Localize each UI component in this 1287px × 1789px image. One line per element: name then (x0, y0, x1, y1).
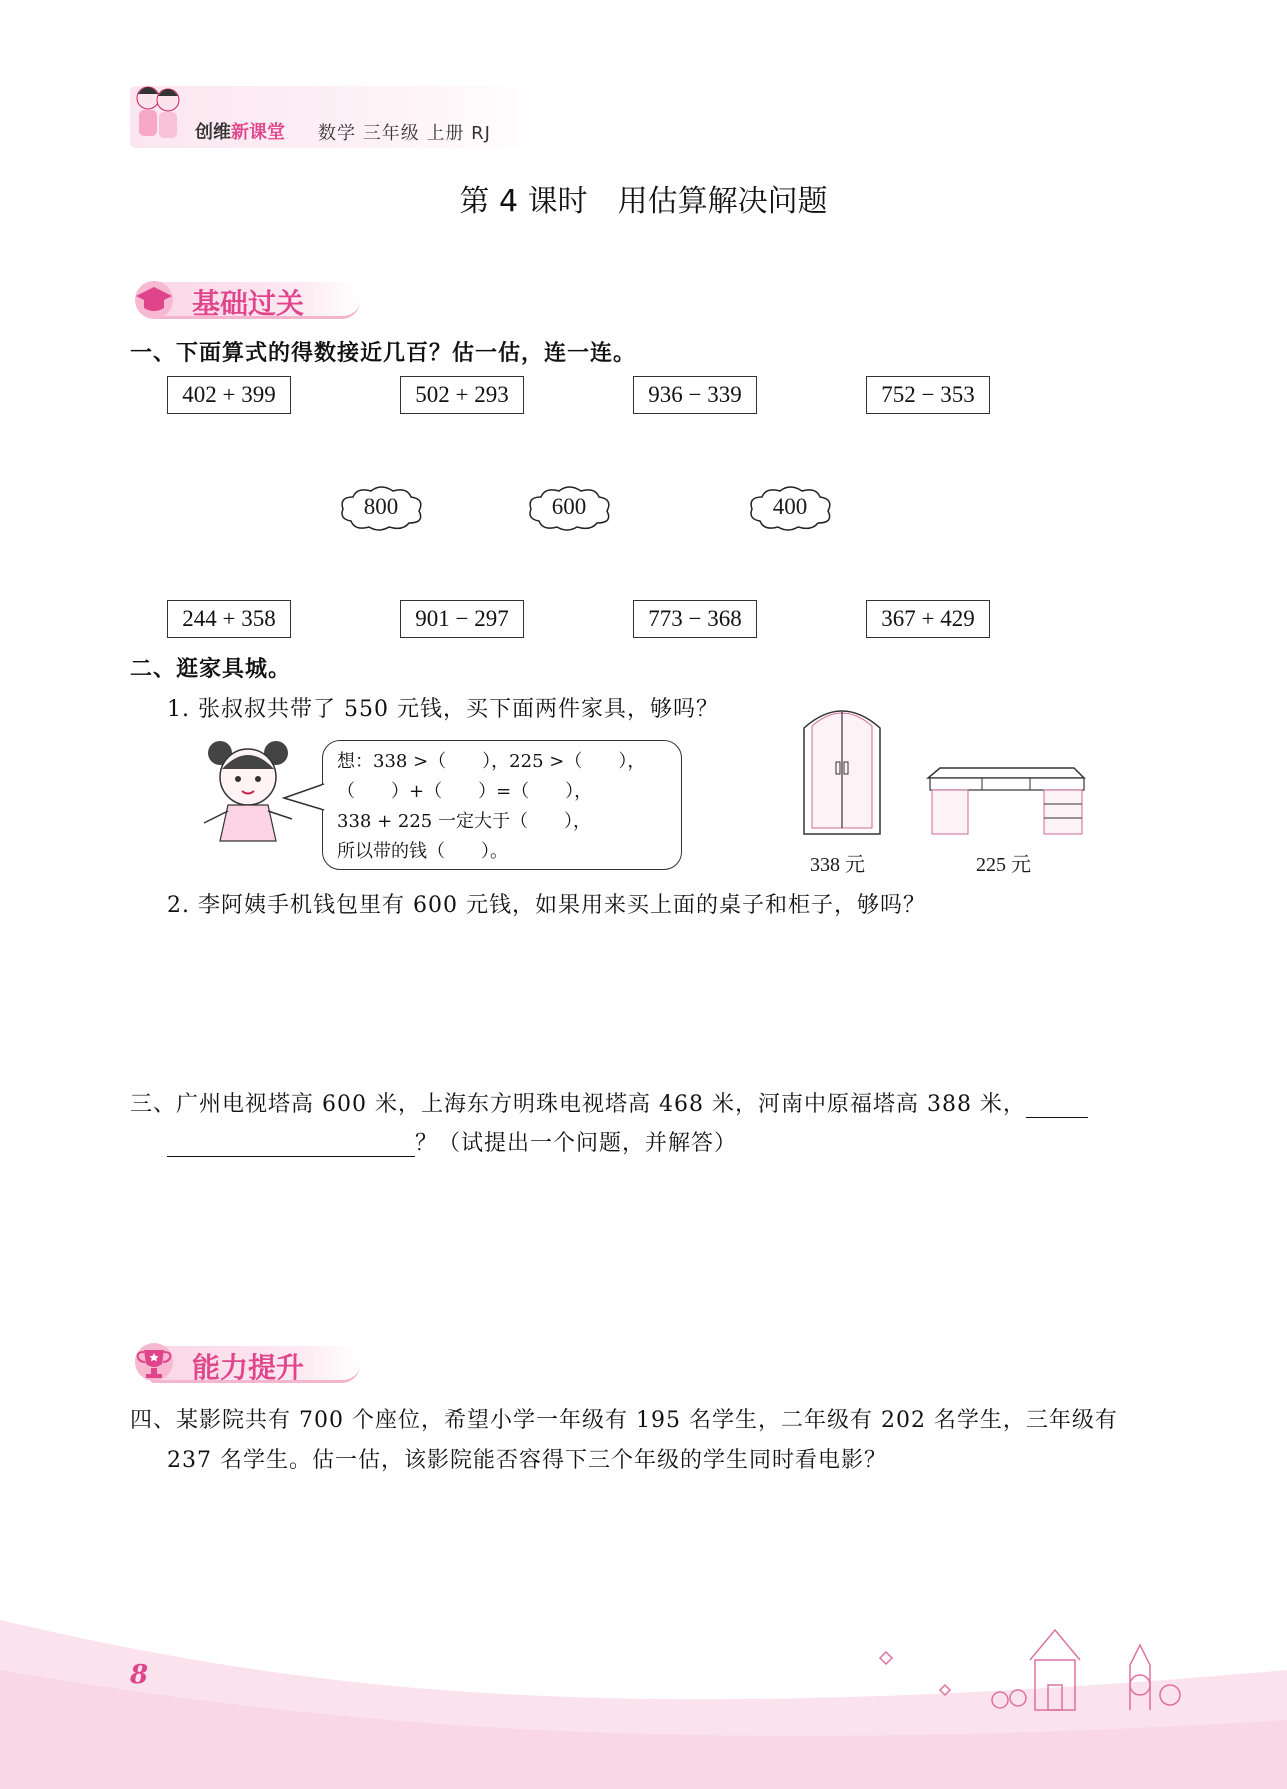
expression-box-2: 502 + 293 (400, 376, 524, 414)
trophy-icon (130, 1340, 178, 1384)
graduation-cap-icon (130, 276, 178, 320)
answer-blank[interactable] (1026, 1095, 1088, 1118)
section-header-advanced (130, 1338, 360, 1384)
footer-decoration (0, 1580, 1287, 1789)
speech-bubble (322, 740, 682, 870)
expression-box-3: 936 − 339 (633, 376, 757, 414)
desk-price: 225 元 (976, 854, 1031, 876)
bubble-line-2: （ ）+（ ）=（ ）， (337, 781, 593, 802)
question-2-stem: 二、逛家具城。 (130, 657, 292, 682)
question-3-text-2: ？（试提出一个问题，并解答） (415, 1131, 738, 1156)
brand-text-2: 新课堂 (231, 122, 285, 143)
expression-box-8: 367 + 429 (866, 600, 990, 638)
bubble-line-4: 所以带的钱（ ）。 (337, 841, 508, 862)
cloud-answer-800 (337, 483, 425, 533)
bubble-line-3: 338 + 225 一定大于（ ）， (337, 811, 591, 832)
question-3-line2 (167, 1126, 737, 1157)
cloud-answer-600 (525, 483, 613, 533)
lesson-title: 第 4 课时 用估算解决问题 (459, 184, 828, 219)
bubble-tail (282, 780, 326, 814)
section-title-advanced: 能力提升 (192, 1351, 305, 1384)
expression-box-1: 402 + 399 (167, 376, 291, 414)
desk-icon (926, 762, 1086, 838)
section-title-basic: 基础过关 (192, 287, 305, 320)
question-1-stem: 一、下面算式的得数接近几百？估一估，连一连。 (130, 341, 637, 366)
expression-box-7: 773 − 368 (633, 600, 757, 638)
cloud-label: 600 (551, 494, 587, 519)
bubble-line-1: 想：338 >（ ），225 >（ ）， (337, 751, 646, 772)
question-2-sub2: 2. 李阿姨手机钱包里有 600 元钱，如果用来买上面的桌子和柜子，够吗？ (167, 893, 926, 918)
expression-box-4: 752 − 353 (866, 376, 990, 414)
brand-logo (195, 118, 285, 144)
cloud-answer-400 (746, 483, 834, 533)
page-number: 8 (130, 1660, 149, 1690)
question-4-line1: 四、某影院共有 700 个座位，希望小学一年级有 195 名学生，二年级有 202 名学生，三年级有 (130, 1408, 1118, 1433)
cartoon-girls-icon (130, 80, 186, 150)
answer-blank[interactable] (167, 1134, 415, 1157)
book-info: 数学 三年级 上册 RJ (318, 123, 491, 144)
cloud-label: 800 (363, 494, 399, 519)
question-2-sub1: 1. 张叔叔共带了 550 元钱，买下面两件家具，够吗？ (167, 697, 719, 722)
expression-box-6: 901 − 297 (400, 600, 524, 638)
question-4-line2: 237 名学生。估一估，该影院能否容得下三个年级的学生同时看电影？ (167, 1448, 887, 1473)
brand-text-1: 创维 (195, 122, 231, 143)
section-header-basic (130, 274, 360, 320)
cloud-label: 400 (772, 494, 808, 519)
wardrobe-icon (800, 700, 884, 840)
wardrobe-price: 338 元 (810, 854, 865, 876)
expression-box-5: 244 + 358 (167, 600, 291, 638)
question-3-line1 (130, 1087, 1088, 1118)
question-3-text-1: 三、广州电视塔高 600 米，上海东方明珠电视塔高 468 米，河南中原福塔高 388 米， (130, 1092, 1026, 1117)
